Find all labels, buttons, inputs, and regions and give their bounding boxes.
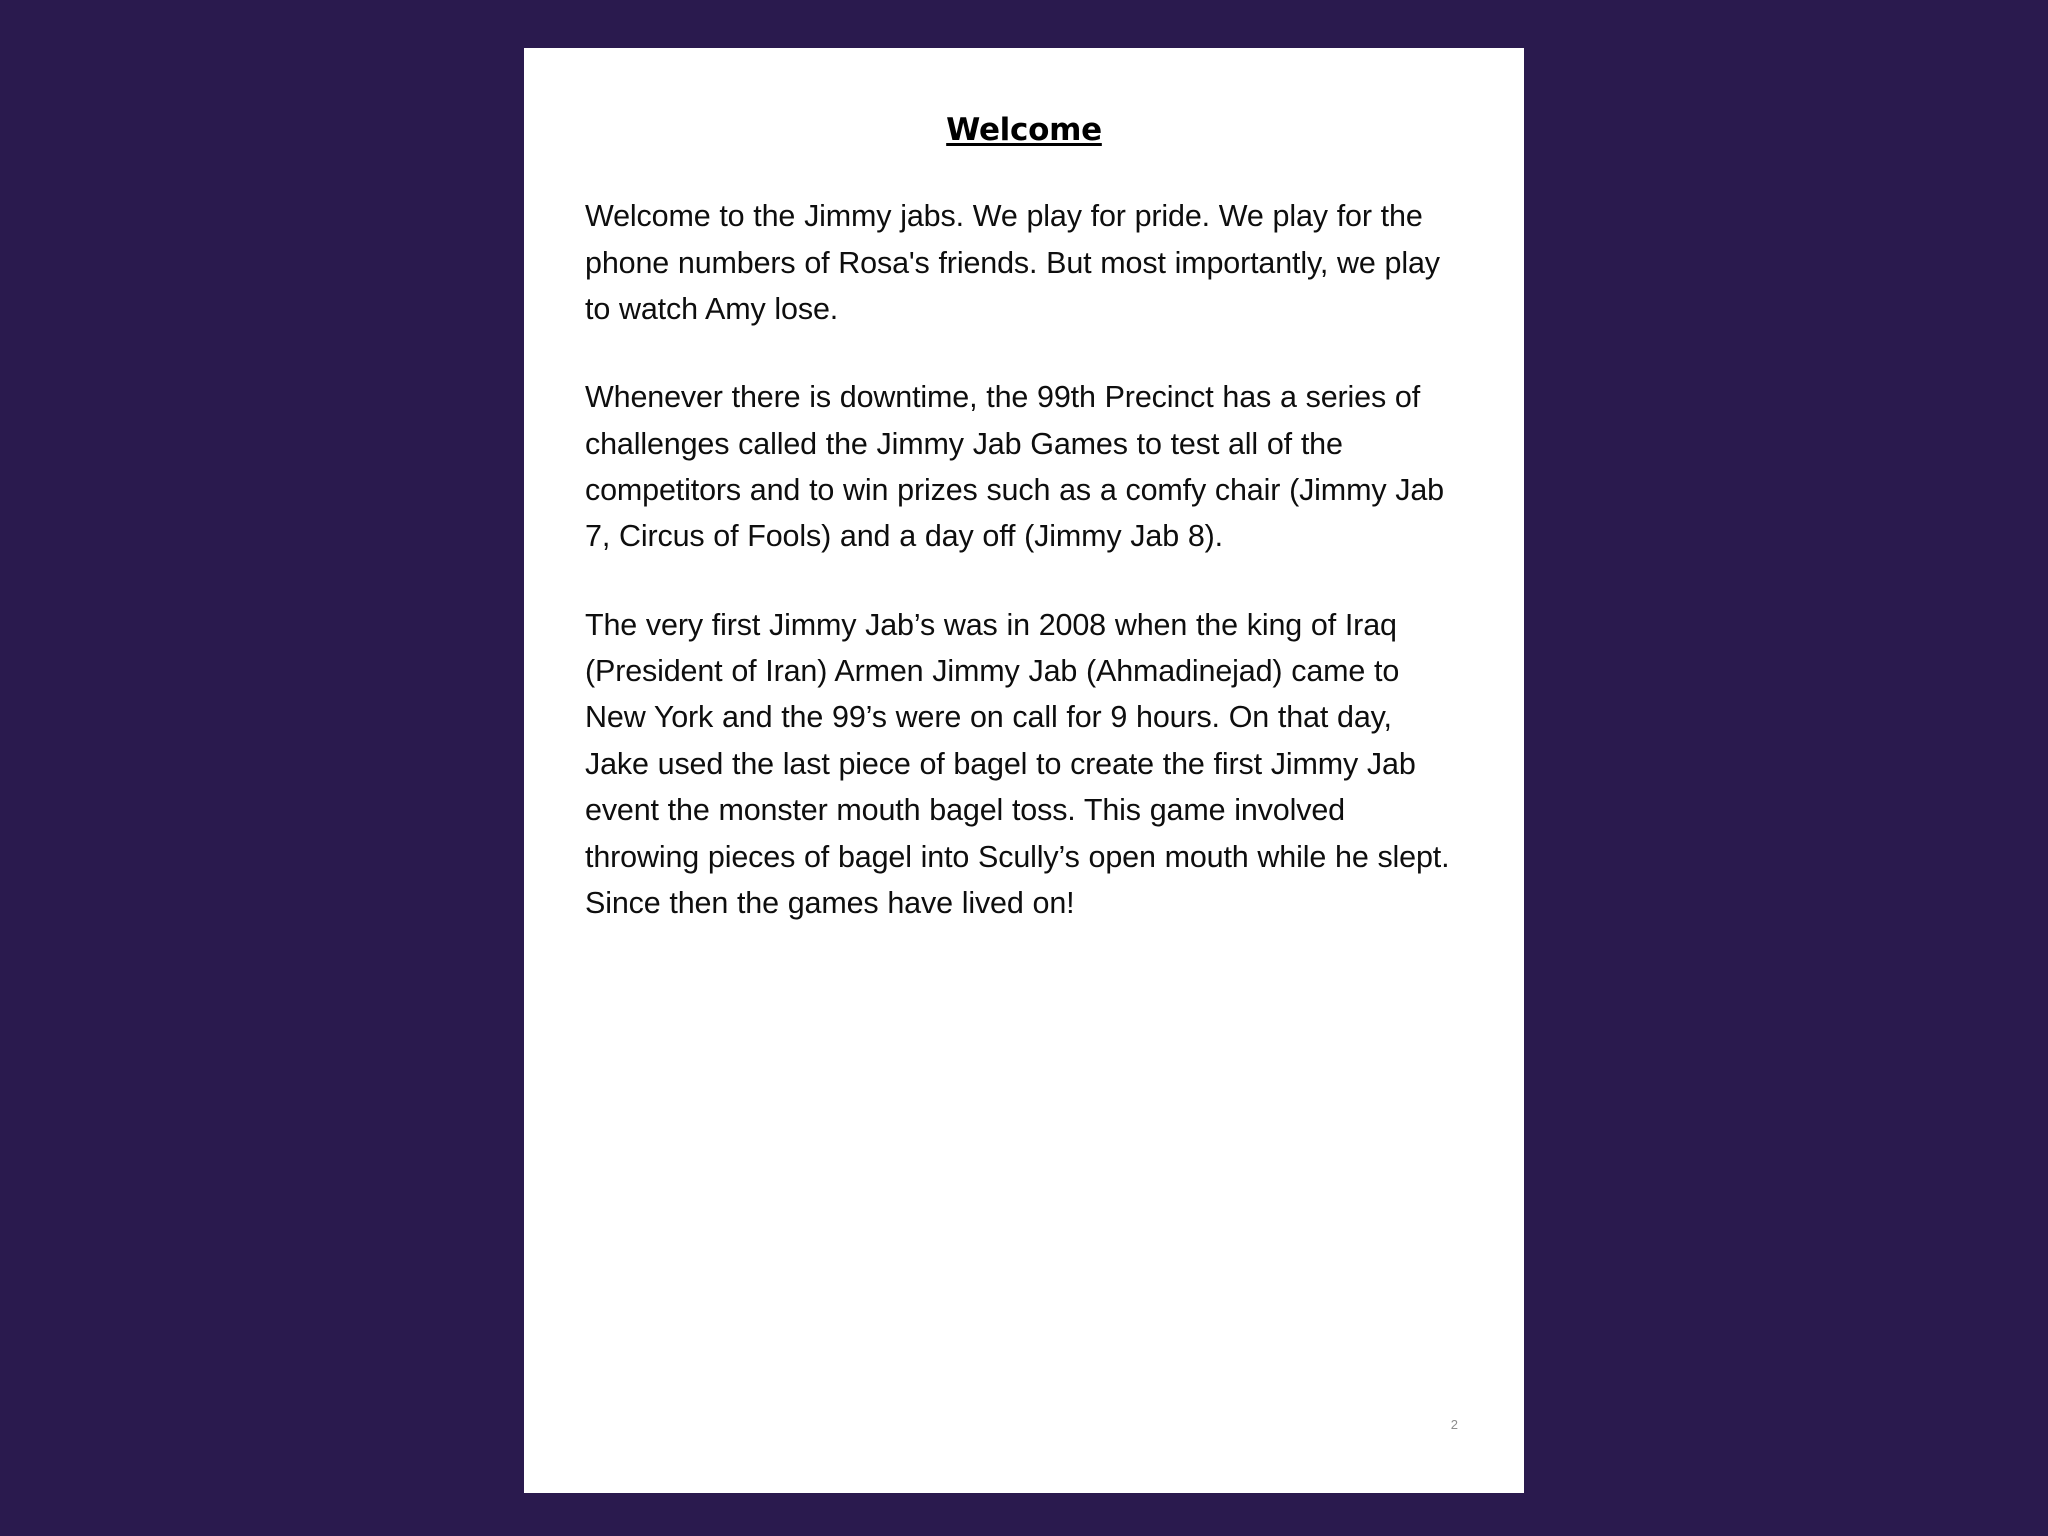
page-title: Welcome bbox=[946, 112, 1102, 148]
paragraph-1: Welcome to the Jimmy jabs. We play for pride. We play for the phone numbers of Rosa's friends. But most importantly, we play to watch Amy lose. bbox=[585, 199, 1440, 326]
paragraph-2: Whenever there is downtime, the 99th Precinct has a series of challenges called the Jimmy Jab Games to test all of the competitors and to win prizes such as a comfy chair (Jimmy Jab 7, Circus of Fools) and a day off (Jimmy Jab 8). bbox=[585, 380, 1444, 554]
page-number: 2 bbox=[1450, 1417, 1458, 1432]
document-page bbox=[524, 48, 1524, 1493]
document-body bbox=[584, 193, 1464, 926]
paragraph-3: The very first Jimmy Jab’s was in 2008 when the king of Iraq (President of Iran) Armen Jimmy Jab (Ahmadinejad) came to New York and the 99’s were on call for 9 hours. On that day, Jake used the last piece of bagel to create the first Jimmy Jab event the monster mouth bagel toss. This game involved throwing pieces of bagel into Scully’s open mouth while he slept. Since then the games have lived on! bbox=[585, 607, 1450, 920]
